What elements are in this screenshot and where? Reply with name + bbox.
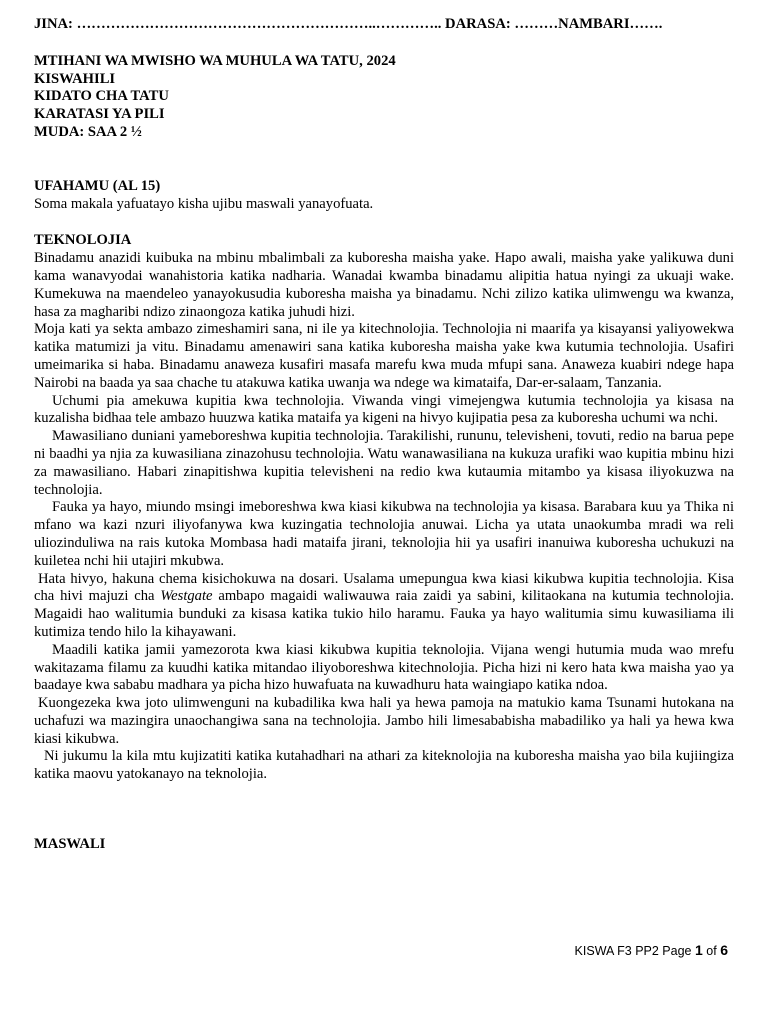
- passage-paragraph-2: Moja kati ya sekta ambazo zimeshamiri sana, ni ile ya kitechnolojia. Technolojia ni maarifa ya kisayansi yaliyowekwa katika matumizi ja vitu. Binadamu amenawiri sana katika kuboresha maisha yake kwa kutumia technolojia. Usafiri umeimarika si haba. Binadamu anaweza kusafiri masafa marefu kwa muda mfupi sana. Anaweza kuabiri ndege hapa Nairobi na baada ya saa chache tu atakuwa katika uwanja wa ndege wa kimataifa, Dar-er-salaam, Tanzania.: [34, 321, 734, 391]
- questions-heading: MASWALI: [34, 836, 106, 853]
- exam-subject: KISWAHILI: [34, 70, 116, 87]
- passage-paragraph-9: Ni jukumu la kila mtu kujizatiti katika kutahadhari na athari za kiteknolojia na kuboresha maisha yao bila kujiingiza katika maovu yatokanayo na teknolojia.: [34, 748, 734, 783]
- page-number: 1: [695, 942, 703, 958]
- passage-paragraph-7: Maadili katika jamii yamezorota kwa kiasi kikubwa kupitia teknolojia. Vijana wengi hutumia muda wao mrefu wakitazama filamu za kuudhi katika mitandao iliyoboreshwa kitechnolojia. Picha hizi ni kero hata kwa maisha yao ya baadaye kwa sababu madhara ya picha hizo huwafuata na kuwadhuru hata waingiapo katika ndoa.: [34, 641, 734, 694]
- page-footer: [575, 942, 728, 959]
- westgate-emphasis: Westgate: [160, 588, 213, 605]
- passage-paragraph-4: Mawasiliano duniani yameboreshwa kupitia technolojia. Tarakilishi, rununu, televisheni, tovuti, redio na barua pepe ni baadhi ya njia za kuwasiliana zinazohusu technolojia. Watu wanawasiliana na kukuza urafiki wao kupitia mbinu hizi za mawasiliano. Habari zinapitishwa kupitia televisheni na redio kwa kutaumia mitambo ya kisasa iliyokuzwa na technolojia.: [34, 428, 734, 498]
- passage-paragraph-5: Fauka ya hayo, miundo msingi imeboreshwa kwa kiasi kikubwa na technolojia ya kisasa. Barabara kuu ya Thika ni mfano wa kazi nzuri iliyofanywa kwa kuzingatia technolojia anuwai. Licha ya utata unaokumba mradi wa reli uliozinduliwa na rais kutoka Mombasa hadi mataifa jirani, teknolojia hii ya usafiri inanuiwa kuboresha uchukuzi na kuiletea nchi hii utajiri mkubwa.: [34, 499, 734, 569]
- exam-paper: KARATASI YA PILI: [34, 106, 165, 123]
- page-total: 6: [720, 942, 728, 958]
- passage-paragraph-3: Uchumi pia amekuwa kupitia kwa technolojia. Viwanda vingi vimejengwa kutumia technolojia ya kisasa na kuzalisha bidhaa tele ambazo huuzwa katika mataifa ya kigeni na hivyo kujipatia pesa za kuboresha uchumi wa nchi.: [34, 392, 734, 427]
- footer-of: of: [706, 944, 717, 958]
- exam-title-block: [34, 53, 734, 142]
- exam-title: MTIHANI WA MWISHO WA MUHULA WA TATU, 2024: [34, 52, 396, 69]
- student-details-line: JINA: ……………………………………………………..………….. DARASA: ………NAMBARI…….: [34, 16, 663, 32]
- passage-paragraph-1: Binadamu anazidi kuibuka na mbinu mbalimbali za kuboresha maisha yake. Hapo awali, maisha yake yalikuwa duni kama wanavyodai wanahistoria katika nadharia. Wanadai kwamba binadamu alipitia hatua nyingi za ukuaji wake. Kumekuwa na maendeleo yanayokusudia kuboresha maisha ya binadamu. Nchi zilizo katika ulimwengu wa kwanza, hasa za magharibi ndizo zinaongoza katika juhudi hizi.: [34, 250, 734, 320]
- exam-duration: MUDA: SAA 2 ½: [34, 123, 142, 140]
- passage-paragraph-8: Kuongezeka kwa joto ulimwenguni na kubadilika kwa hali ya hewa pamoja na matukio kama Tsunami hutokana na uchafuzi wa mazingira unaochangiwa sana na technolojia. Jambo hili limesababisha mabadiliko ya hali ya hewa kwa kiasi kikubwa.: [34, 695, 734, 747]
- paragraph-6-text-b: ambapo magaidi waliwauwa raia zaidi ya sabini, kilitaokana na kutumia technolojia. Magaidi hao walitumia bunduki za kisasa katika tukio hilo haramu. Fauka ya hayo walitumia simu kuwasiliama ili kutimiza tendo hilo la kihayawani.: [34, 588, 734, 640]
- exam-page: [34, 16, 734, 854]
- passage-title: TEKNOLOJIA: [34, 232, 132, 249]
- passage-paragraph-6: [34, 571, 734, 642]
- exam-form: KIDATO CHA TATU: [34, 88, 169, 105]
- footer-label: KISWA F3 PP2 Page: [574, 944, 692, 958]
- paragraph-6-text-a: Hata hivyo, hakuna chema kisichokuwa na dosari. Usalama umepungua kwa kiasi kikubwa kupitia technolojia. Kisa cha hivi majuzi cha: [34, 570, 734, 605]
- instruction-text: Soma makala yafuatayo kisha ujibu maswali yanayofuata.: [34, 195, 374, 212]
- section-heading: UFAHAMU (AL 15): [34, 177, 161, 194]
